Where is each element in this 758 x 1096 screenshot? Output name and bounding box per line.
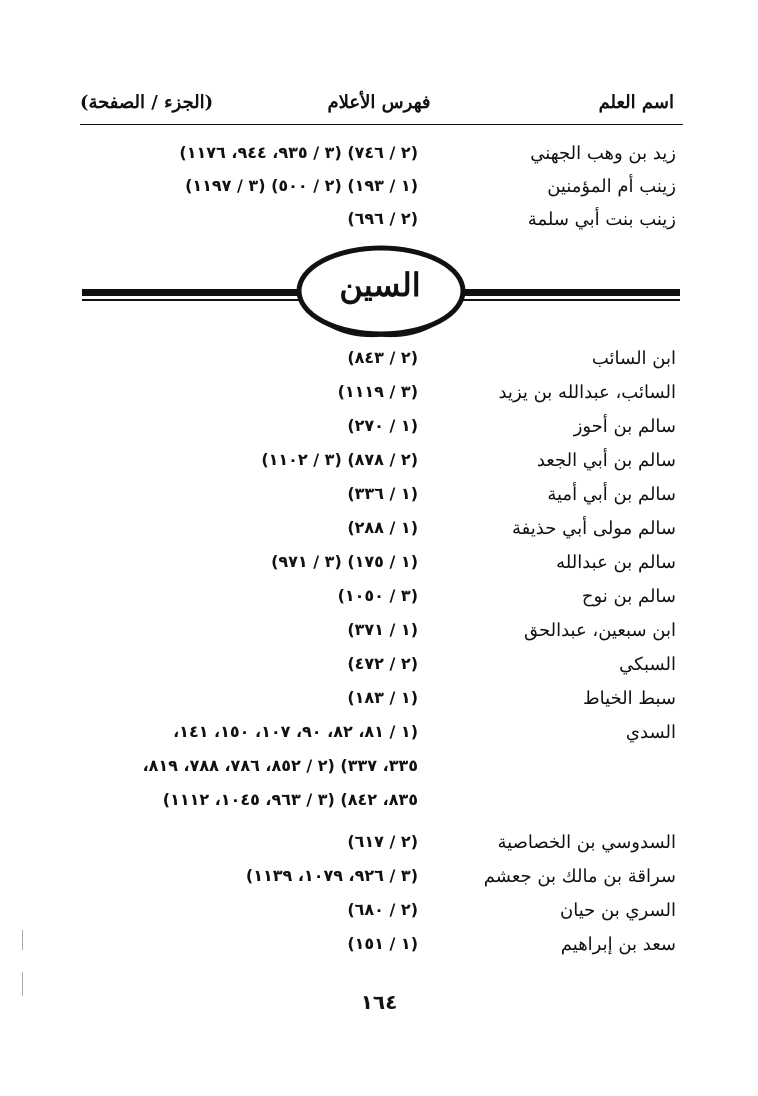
entry-refs: (٢ / ٧٤٦) (٣ / ٩٣٥، ٩٤٤، ١١٧٦) [179, 143, 418, 162]
entry-name: زينب أم المؤمنين [547, 176, 676, 197]
entry-refs: (١ / ١٩٣) (٢ / ٥٠٠) (٣ / ١١٩٧) [185, 176, 418, 195]
header-rule [80, 124, 683, 125]
entry-refs: ٣٣٥، ٣٣٧) (٢ / ٨٥٢، ٧٨٦، ٧٨٨، ٨١٩، [142, 756, 418, 775]
entry-refs: (١ / ١٨٣) [347, 688, 418, 707]
scan-edge-mark [22, 972, 23, 996]
entry-refs: (١ / ١٧٥) (٣ / ٩٧١) [271, 552, 418, 571]
entry-name: سالم بن أبي الجعد [536, 450, 676, 471]
entry-refs: (٢ / ٨٤٣) [347, 348, 418, 367]
header-title: فهرس الأعلام [327, 92, 431, 113]
index-entry [0, 450, 758, 483]
entry-name: سالم بن عبدالله [556, 552, 676, 573]
entry-refs: (٣ / ٩٢٦، ١٠٧٩، ١١٣٩) [245, 866, 418, 885]
entry-name: ابن سبعين، عبدالحق [523, 620, 676, 641]
entry-refs: (١ / ٢٧٠) [347, 416, 418, 435]
index-entry [0, 934, 758, 967]
entry-name: ابن السائب [591, 348, 676, 369]
entry-refs: (٣ / ١١١٩) [337, 382, 418, 401]
entry-refs: (٣ / ١٠٥٠) [337, 586, 418, 605]
section-heading [0, 244, 758, 354]
entry-refs: (٢ / ٦١٧) [347, 832, 418, 851]
entry-name: السدوسي بن الخصاصية [497, 832, 676, 853]
index-entry [0, 382, 758, 415]
entry-name: السدي [625, 722, 676, 743]
index-entry [0, 900, 758, 933]
entry-refs: (٢ / ٤٧٢) [347, 654, 418, 673]
entry-name: سالم بن أبي أمية [547, 484, 676, 505]
index-entry [0, 722, 758, 755]
index-entry [0, 348, 758, 381]
index-entry [0, 209, 758, 242]
index-entry [0, 866, 758, 899]
entry-refs: ٨٣٥، ٨٤٢) (٣ / ٩٦٣، ١٠٤٥، ١١١٢) [162, 790, 418, 809]
entry-refs: (٢ / ٦٨٠) [347, 900, 418, 919]
index-entry [0, 620, 758, 653]
page-number: ١٦٤ [360, 990, 398, 1014]
header-name-column: اسم العلم [598, 92, 674, 113]
index-entry-continuation [0, 790, 758, 823]
index-entry [0, 832, 758, 865]
entry-name: سراقة بن مالك بن جعشم [483, 866, 676, 887]
entry-name: سالم مولى أبي حذيفة [512, 518, 676, 539]
entry-refs: (١ / ١٥١) [347, 934, 418, 953]
index-entry [0, 654, 758, 687]
entry-name: السري بن حيان [560, 900, 676, 921]
entry-refs: (١ / ٣٧١) [347, 620, 418, 639]
index-entry-continuation [0, 756, 758, 789]
index-entry [0, 143, 758, 176]
entry-name: سالم بن أحوز [573, 416, 676, 437]
index-entry [0, 484, 758, 517]
entry-name: السائب، عبدالله بن يزيد [498, 382, 676, 403]
entry-name: زينب بنت أبي سلمة [527, 209, 676, 230]
header-ref-column: (الجزء / الصفحة) [80, 92, 214, 113]
scan-edge-mark [22, 930, 23, 950]
entry-name: سعد بن إبراهيم [560, 934, 676, 955]
entry-refs: (١ / ٢٨٨) [347, 518, 418, 537]
index-entry [0, 416, 758, 449]
entry-name: زيد بن وهب الجهني [530, 143, 676, 164]
entry-refs: (١ / ٨١، ٨٢، ٩٠، ١٠٧، ١٥٠، ١٤١، [173, 722, 418, 741]
entry-refs: (١ / ٣٣٦) [347, 484, 418, 503]
entry-name: السبكي [619, 654, 676, 675]
entry-name: سالم بن نوح [581, 586, 676, 607]
index-entry [0, 688, 758, 721]
index-entry [0, 552, 758, 585]
entry-refs: (٢ / ٨٧٨) (٣ / ١١٠٢) [261, 450, 418, 469]
index-entry [0, 586, 758, 619]
section-label: السين [339, 266, 421, 304]
entry-name: سبط الخياط [583, 688, 676, 709]
index-entry [0, 176, 758, 209]
index-entry [0, 518, 758, 551]
entry-refs: (٢ / ٦٩٦) [347, 209, 418, 228]
